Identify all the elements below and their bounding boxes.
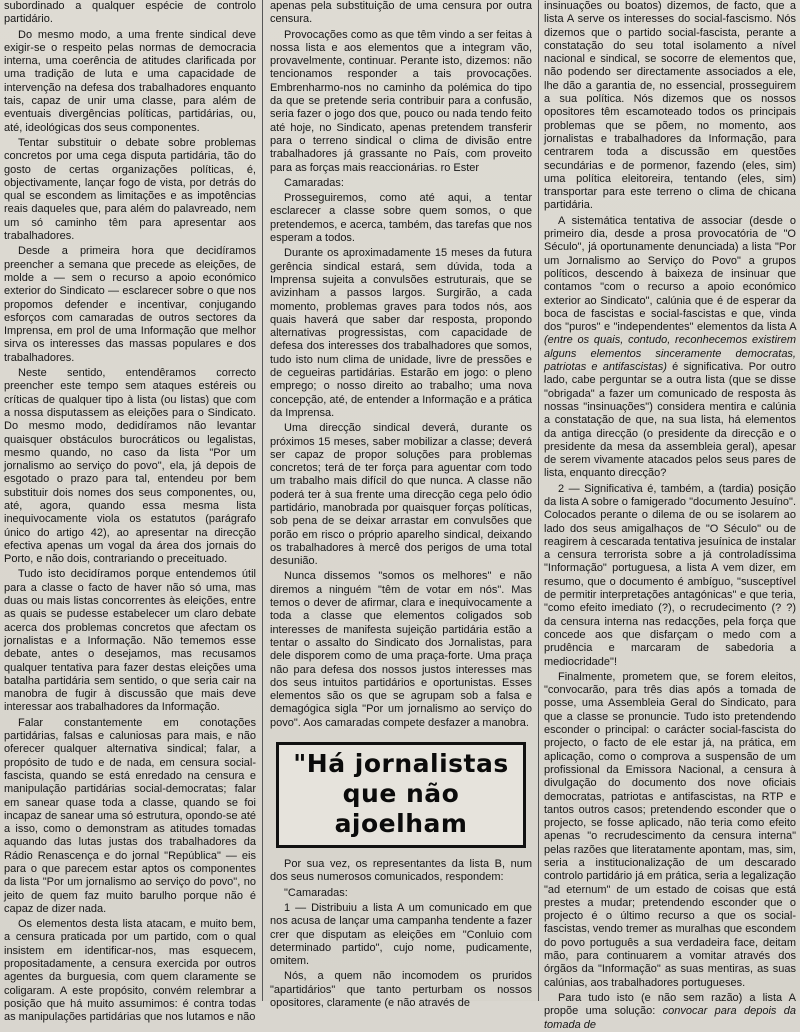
paragraph: Durante os aproximadamente 15 meses da futura gerência sindical estará, sem dúvida, toda a Imprensa sujeita a convulsões estruturais, que se avizinham a passos largos. Surgirão, a cada momento, problemas graves para todos nós, aos quais haverá que saber dar resposta, propondo alternativas progressistas, com capacidade de defesa dos interesses dos trabalhadores que somos, tudo isto num clima de unidade, livre de pressões e de cegueiras partidárias. Estarão em jogo: o pleno emprego; o nosso direito ao trabalho; uma nova concepção, até, de entender a Informação e a prática da Imprensa.: [270, 247, 532, 419]
paragraph: Provocações como as que têm vindo a ser feitas à nossa lista e aos elementos que a integram vão, provavelmente, continuar. Perante isto, dizemos: não tencionamos responder a tais provocações. Embrenharmo-nos no caminho da polémica do tipo da que se pretende seria contribuir para a confusão, seria fazer o jogo dos que, pouco ou nada tendo feito até hoje, no Sindicato, apenas pretendem transferir para o terreno sindical o clima de divisão entre trabalhadores já grassante no País, com proveito para as forças mais reaccionárias. ro Ester: [270, 28, 532, 174]
paragraph: Prosseguiremos, como até aqui, a tentar esclarecer a classe sobre quem somos, o que pretendemos, e acerca, também, das tarefas que nos esperam a todos.: [270, 192, 532, 245]
paragraph: Tudo isto decidíramos porque entendemos útil para a classe o facto de haver não só uma, mas duas ou mais listas concorrentes às eleições, entre as quais se pudesse estabelecer um claro debate acerca dos problemas concretos que afectam os jornalistas e a Informação. Não tememos esse debate, antes o desejamos, mas recusamos qualquer tentativa para fazer destas eleições uma batalha partidária sem sentido, o que seria cair na manobra de fugir à discussão que mais deve interessar aos trabalhadores da Informação.: [4, 568, 256, 714]
column-left: [4, 0, 256, 1024]
paragraph-text: Para tudo isto (e não sem razão) a lista A propõe uma solução:: [544, 991, 796, 1018]
paragraph: Tentar substituir o debate sobre problemas concretos por uma cega disputa partidária, tão do gosto de certas organizações políticas, é, objectivamente, lançar fogo de vista, por detrás do qual se escondem as limitações e as impotências reais daqueles que, para além do palavreado, nem um só caminho têm para apresentar aos trabalhadores.: [4, 136, 256, 243]
italic-fragment: convocar para depois da tomada de: [544, 1005, 797, 1031]
paragraph: Nunca dissemos "somos os melhores" e não diremos a ninguém "têm de votar em nós". Mas temos o dever de afirmar, clara e inequivocamente a toda a classe que elementos coligados sob interesses de manifesta sujeição partidária estão a tentar o assalto do Sindicato dos Jornalistas, para dele disporem como de uma praça-forte. Uma praça não para defesa dos nossos justos interesses mas dos seus intuitos partidários e oportunistas. Esses elementos são os que se agrupam sob a falsa e demagógica sigla "Por um jornalismo ao serviço do povo". Aos camaradas compete desfazer a manobra.: [270, 570, 532, 729]
paragraph: insinuações ou boatos) dizemos, de facto, que a lista A serve os interesses do social-fascismo. Nós dizemos que o partido social-fascista, perante a constatação do seu total isolamento a nível nacional e sindical, se socorre de elementos que, não podendo ser directamente associados a ele, lhe dão a garantia de, no essencial, prosseguirem a sua política. Nós dizemos que os nossos opositores têm escamoteado todos os principais problemas que se põem, no momento, aos jornalistas e trabalhadores da Informação, para centrarem toda a discussão em questões secundárias e de pormenor, fazendo (eles, sim) uma política eleitoreira, tentando (eles, sim) transportar para este terreno o clima de chicana partidária.: [544, 0, 796, 212]
italic-fragment: (entre os quais, contudo, reconhecemos existirem alguns elementos sinceramente democratas, patriotas e antifascistas): [544, 334, 796, 374]
paragraph: Desde a primeira hora que decidíramos preencher a semana que precede as eleições, de molde a — sem o recurso a apoio económico exterior do Sindicato — esclarecer sobre o que nos propomos defender e incentivar, conjugando esforços com camaradas de outros sectores da Imprensa, em prol de uma Informação que melhor sirva os interesses das massas populares e dos trabalhadores.: [4, 245, 256, 364]
paragraph: "Camaradas:: [284, 886, 348, 899]
paragraph: Falar constantemente em conotações partidárias, falsas e caluniosas para mais, e não oferecer qualquer alternativa sindical; falar, a propósito de tudo e de nada, em censura social-fascista, quando se está enredado na censura e manipulação partidárias social-democratas; falar em sanear quase toda a classe, quando se foi incapaz de sanear uma só estrutura, opondo-se até a isso, como o demonstram as atitudes tomadas aquando das lutas justas dos trabalhadores da Rádio Renascença e do jornal "República" — eis para o que parecem estar aptos os componentes da lista "Por um jornalismo ao serviço do povo", no jeito de quem faz muito barulho porque não é capaz de dizer nada.: [4, 716, 256, 915]
paragraph: Finalmente, prometem que, se forem eleitos, "convocarão, para três dias após a tomada de posse, uma Assembleia Geral do Sindicato, para que a classe se pronuncie. Tudo isto pretendendo esconder o principal: o carácter social-fascista do projecto, o facto de ele estar já, na prática, em aplicação, como o comprova a suspensão de um profissional da Emissora Nacional, a censura à divulgação do documento dos nove oficiais democratas, patriotas e antifascistas, na RTP e tantos outros casos; pretendendo esconder que o projecto, se fosse aplicado, não teria como efeito apenas "o recrudescimento da censura interna" pelas razões que literatamente apontam, mas, sim, seria a institucionalização de um descarado controlo partidário já em prática, seria a legalização "ad eternum" de um estado de coisas que está prestes a mudar; pretendendo esconder que o projecto é o último recurso a que os social-fascistas, vendo tremer as muralhas que escondem do povo português a sua verdadeira face, deitam mão, para continuarem a vomitar através dos órgãos da "Informação" as suas mentiras, as suas calúnias, aos trabalhadores portugueses.: [544, 670, 796, 989]
paragraph: Nós, a quem não incomodem os pruridos "apartidários" que tanto perturbam os nossos opositores, claramente (e não através de: [270, 970, 532, 1009]
column-middle: [270, 0, 532, 1009]
paragraph: Camaradas:: [284, 176, 344, 189]
column-rule-left: [262, 0, 263, 1001]
headline-line-2: que não ajoelham: [334, 779, 468, 839]
paragraph: Do mesmo modo, a uma frente sindical deve exigir-se o respeito pelas normas de democracia interna, uma coerência de atitudes clarificada por uma tradição de luta e uma capacidade de intervenção na defesa dos trabalhadores enquanto tais, capaz de unir uma classe, para além de eventuais divergências políticas, partidárias, ou, até, ideológicas dos seus componentes.: [4, 28, 256, 134]
column-rule-right: [538, 0, 539, 1001]
paragraph: Uma direcção sindical deverá, durante os próximos 15 meses, saber mobilizar a classe; deverá ser capaz de propor soluções para problemas concretos; terá de ter força para aguentar com todo um trabalho mais difícil do que nunca. A classe não poderá ter à sua frente uma direcção cega pelo ódio partidário, manobrada por quaisquer forças políticas, sob pena de se deixar arrastar em convulsões que porão em risco o próprio aparelho sindical, deixando os trabalhadores à mercê dos perigos de uma total desunião.: [270, 422, 532, 568]
paragraph-text: é significativa. Por outro lado, cabe perguntar se a outra lista (que se disse "obrigada" a fazer um comunicado de resposta às nossas "insinuações") considera mentira e calúnia a constatação de que, na sua lista, há elementos da antiga direcção (o presidente da direcção e o presidente da mesa da assembleia geral), apesar de serem vivamente atacados pelos seus pares de lista, enquanto direcção?: [544, 361, 796, 480]
headline-line-1: "Há jornalistas: [293, 749, 509, 779]
paragraph: subordinado a qualquer espécie de controlo partidário.: [4, 0, 256, 26]
column-right: [544, 0, 797, 1031]
paragraph: 1 — Distribuiu a lista A um comunicado em que nos acusa de lançar uma campanha tendente a fazer crer que disputam as eleições em "Conluio com determinado partido", cujo nome, pudicamente, omitem.: [270, 901, 532, 968]
paragraph: Neste sentido, entendêramos correcto preencher este tempo sem ataques estéreis ou críticas de qualquer tipo à lista (ou listas) que com a nossa disputassem as eleições para o Sindicato. Do mesmo modo, dedidíramos não levantar quaisquer obstáculos burocráticos ou legalistas, mesmo quando, no caso da lista "Por um jornalismo ao serviço do povo", ela, já depois de esgotado o prazo para tal, entendeu por bem substituir dois nomes dos seus componentes, ou, até, agora, quando essa mesma lista inequivocamente viola os estatutos (parágrafo único do artigo 42), ao apresentar na direcção efectiva apenas um vogal da área dos jornais do Porto, e não dois, contrariando o preceituado.: [4, 367, 256, 566]
paragraph: apenas pela substituição de uma censura por outra censura.: [270, 0, 532, 26]
paragraph: 2 — Significativa é, também, a (tardia) posição da lista A sobre o famigerado "documento Jesuíno". Colocados perante o dilema de ou se isolarem ao lado dos seus amigalhaços de "O Século" ou de reagirem à cescarada tentativa jesuínica de instalar a censura terrorista sobre a já controladíssima "Informação" portuguesa, a lista A vem dizer, em resumo, que o documento é ambíguo, "susceptível de permitir interpretações antagónicas" e que teria, "como efeito imediato (?), o recrudecimento (? ?) da censura interna nas redacções, pela força que concede aos que disfarçam o medo com a prudência e marcaram de sabedoria a mediocridade"!: [544, 482, 796, 668]
paragraph: [544, 992, 796, 1032]
paragraph-text: A sistemática tentativa de associar (desde o primeiro dia, desde a prosa provocatória de "O Século", já oportunamente denunciada) a lista "Por um Jornalismo ao Serviço do Povo" a grupos políticos, descendo à baixeza de insinuar que contamos "com o recurso a apoio económico exterior ao Sindicato", calúnia que é de esperar da boca de fascistas e social-fascistas e que, vinda dos "puros" e "independentes" elementos da lista A: [544, 214, 796, 334]
paragraph: [544, 215, 796, 481]
headline-box: [276, 742, 526, 848]
paragraph: Por sua vez, os representantes da lista B, num dos seus numerosos comunicados, respondem:: [270, 858, 532, 884]
paragraph: Os elementos desta lista atacam, e muito bem, a censura praticada por um partido, com o qual insistem em identificar-nos, mas esquecem, propositadamente, a censura exercida por outros agentes da burguesia, com quem claramente se coligaram. A este propósito, convém relembrar a posição que há muito assumimos: é contra todas as manipulações partidárias que nos lutamos e não: [4, 918, 256, 1024]
